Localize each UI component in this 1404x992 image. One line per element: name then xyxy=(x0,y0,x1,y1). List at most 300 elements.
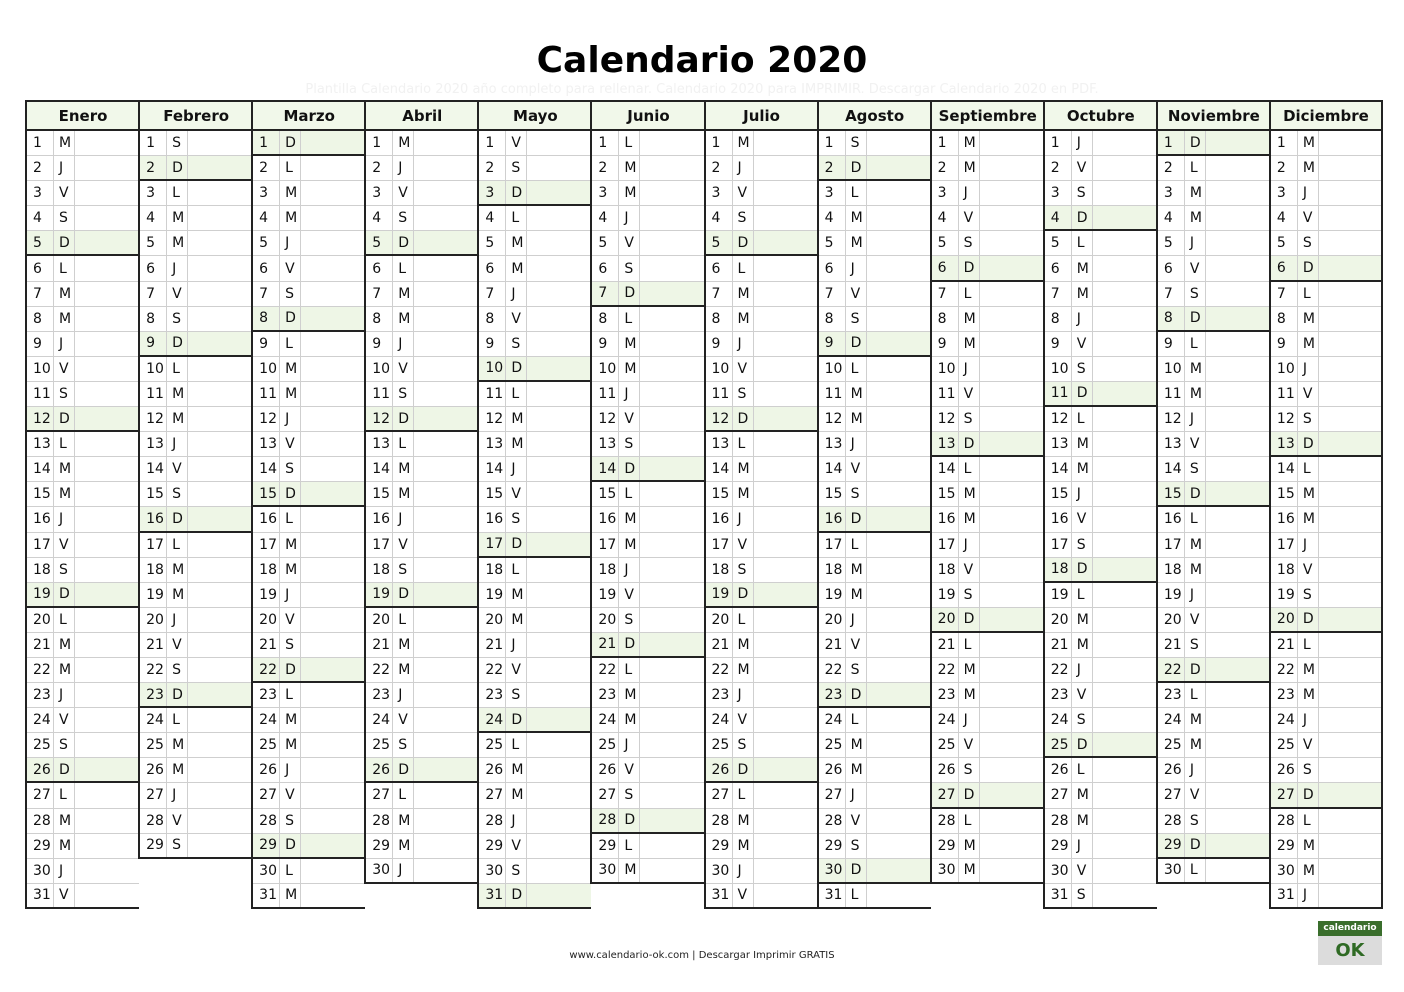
note-cell[interactable] xyxy=(188,282,252,306)
note-cell[interactable] xyxy=(75,884,139,907)
note-cell[interactable] xyxy=(527,482,591,506)
note-cell[interactable] xyxy=(414,533,478,557)
note-cell[interactable] xyxy=(414,181,478,205)
note-cell[interactable] xyxy=(754,708,818,732)
note-cell[interactable] xyxy=(414,583,478,606)
note-cell[interactable] xyxy=(75,859,139,883)
note-cell[interactable] xyxy=(1093,131,1157,155)
note-cell[interactable] xyxy=(1319,482,1381,506)
note-cell[interactable] xyxy=(75,834,139,858)
note-cell[interactable] xyxy=(980,332,1044,356)
note-cell[interactable] xyxy=(188,583,252,607)
note-cell[interactable] xyxy=(1319,884,1381,907)
note-cell[interactable] xyxy=(301,256,365,280)
note-cell[interactable] xyxy=(867,658,931,682)
note-cell[interactable] xyxy=(414,432,478,456)
note-cell[interactable] xyxy=(75,206,139,230)
note-cell[interactable] xyxy=(527,884,591,907)
note-cell[interactable] xyxy=(1093,457,1157,481)
note-cell[interactable] xyxy=(414,633,478,657)
note-cell[interactable] xyxy=(867,558,931,582)
note-cell[interactable] xyxy=(1319,708,1381,732)
note-cell[interactable] xyxy=(527,733,591,757)
note-cell[interactable] xyxy=(1093,256,1157,280)
note-cell[interactable] xyxy=(301,658,365,681)
note-cell[interactable] xyxy=(1206,633,1270,657)
note-cell[interactable] xyxy=(414,256,478,280)
note-cell[interactable] xyxy=(1206,583,1270,607)
note-cell[interactable] xyxy=(640,533,704,557)
note-cell[interactable] xyxy=(301,583,365,607)
note-cell[interactable] xyxy=(527,332,591,356)
note-cell[interactable] xyxy=(527,357,591,380)
note-cell[interactable] xyxy=(867,482,931,506)
note-cell[interactable] xyxy=(1319,357,1381,381)
note-cell[interactable] xyxy=(301,783,365,807)
note-cell[interactable] xyxy=(867,884,931,907)
note-cell[interactable] xyxy=(75,683,139,707)
note-cell[interactable] xyxy=(980,834,1044,858)
note-cell[interactable] xyxy=(867,859,931,882)
note-cell[interactable] xyxy=(754,231,818,254)
note-cell[interactable] xyxy=(1206,457,1270,481)
note-cell[interactable] xyxy=(1093,282,1157,306)
note-cell[interactable] xyxy=(414,683,478,707)
note-cell[interactable] xyxy=(301,131,365,154)
note-cell[interactable] xyxy=(1206,206,1270,230)
note-cell[interactable] xyxy=(527,131,591,155)
note-cell[interactable] xyxy=(301,332,365,356)
note-cell[interactable] xyxy=(188,407,252,431)
note-cell[interactable] xyxy=(754,683,818,707)
note-cell[interactable] xyxy=(414,131,478,155)
note-cell[interactable] xyxy=(980,859,1044,882)
note-cell[interactable] xyxy=(1093,834,1157,858)
note-cell[interactable] xyxy=(527,256,591,280)
note-cell[interactable] xyxy=(980,783,1044,806)
note-cell[interactable] xyxy=(414,783,478,807)
note-cell[interactable] xyxy=(1319,432,1381,455)
note-cell[interactable] xyxy=(527,658,591,682)
note-cell[interactable] xyxy=(1093,558,1157,581)
note-cell[interactable] xyxy=(980,758,1044,782)
note-cell[interactable] xyxy=(1093,156,1157,180)
note-cell[interactable] xyxy=(301,758,365,782)
note-cell[interactable] xyxy=(188,231,252,255)
note-cell[interactable] xyxy=(640,608,704,632)
note-cell[interactable] xyxy=(301,156,365,180)
note-cell[interactable] xyxy=(1206,382,1270,406)
note-cell[interactable] xyxy=(867,181,931,205)
note-cell[interactable] xyxy=(640,583,704,607)
note-cell[interactable] xyxy=(527,181,591,204)
note-cell[interactable] xyxy=(867,758,931,782)
note-cell[interactable] xyxy=(301,457,365,481)
note-cell[interactable] xyxy=(867,407,931,431)
note-cell[interactable] xyxy=(1206,307,1270,330)
note-cell[interactable] xyxy=(1319,332,1381,356)
note-cell[interactable] xyxy=(1093,533,1157,557)
note-cell[interactable] xyxy=(301,357,365,381)
note-cell[interactable] xyxy=(414,708,478,732)
note-cell[interactable] xyxy=(527,783,591,807)
note-cell[interactable] xyxy=(188,809,252,833)
note-cell[interactable] xyxy=(1319,282,1381,306)
note-cell[interactable] xyxy=(1319,809,1381,833)
note-cell[interactable] xyxy=(1093,382,1157,405)
note-cell[interactable] xyxy=(1206,608,1270,632)
note-cell[interactable] xyxy=(867,533,931,557)
note-cell[interactable] xyxy=(754,482,818,506)
note-cell[interactable] xyxy=(188,432,252,456)
note-cell[interactable] xyxy=(188,733,252,757)
note-cell[interactable] xyxy=(754,131,818,155)
note-cell[interactable] xyxy=(867,156,931,179)
note-cell[interactable] xyxy=(754,633,818,657)
note-cell[interactable] xyxy=(867,256,931,280)
note-cell[interactable] xyxy=(1206,432,1270,456)
note-cell[interactable] xyxy=(75,181,139,205)
note-cell[interactable] xyxy=(640,834,704,858)
note-cell[interactable] xyxy=(527,432,591,456)
note-cell[interactable] xyxy=(527,231,591,255)
note-cell[interactable] xyxy=(640,859,704,882)
note-cell[interactable] xyxy=(867,382,931,406)
note-cell[interactable] xyxy=(1093,507,1157,531)
note-cell[interactable] xyxy=(640,683,704,707)
note-cell[interactable] xyxy=(980,457,1044,481)
note-cell[interactable] xyxy=(1319,633,1381,657)
note-cell[interactable] xyxy=(1093,884,1157,907)
note-cell[interactable] xyxy=(754,181,818,205)
note-cell[interactable] xyxy=(527,407,591,431)
note-cell[interactable] xyxy=(1093,206,1157,229)
note-cell[interactable] xyxy=(1319,131,1381,155)
note-cell[interactable] xyxy=(414,307,478,331)
note-cell[interactable] xyxy=(75,633,139,657)
note-cell[interactable] xyxy=(640,407,704,431)
note-cell[interactable] xyxy=(867,733,931,757)
note-cell[interactable] xyxy=(527,457,591,481)
note-cell[interactable] xyxy=(640,783,704,807)
note-cell[interactable] xyxy=(754,407,818,430)
note-cell[interactable] xyxy=(1093,407,1157,431)
note-cell[interactable] xyxy=(75,507,139,531)
note-cell[interactable] xyxy=(1093,583,1157,607)
note-cell[interactable] xyxy=(75,708,139,732)
note-cell[interactable] xyxy=(640,256,704,280)
note-cell[interactable] xyxy=(754,256,818,280)
note-cell[interactable] xyxy=(867,507,931,530)
note-cell[interactable] xyxy=(980,307,1044,331)
note-cell[interactable] xyxy=(1319,783,1381,806)
note-cell[interactable] xyxy=(75,256,139,280)
note-cell[interactable] xyxy=(980,683,1044,707)
note-cell[interactable] xyxy=(640,231,704,255)
note-cell[interactable] xyxy=(640,809,704,832)
note-cell[interactable] xyxy=(75,131,139,155)
note-cell[interactable] xyxy=(75,533,139,557)
note-cell[interactable] xyxy=(980,507,1044,531)
note-cell[interactable] xyxy=(867,282,931,306)
note-cell[interactable] xyxy=(414,507,478,531)
note-cell[interactable] xyxy=(1093,231,1157,255)
note-cell[interactable] xyxy=(980,206,1044,230)
note-cell[interactable] xyxy=(1319,558,1381,582)
note-cell[interactable] xyxy=(754,809,818,833)
note-cell[interactable] xyxy=(527,834,591,858)
note-cell[interactable] xyxy=(867,583,931,607)
note-cell[interactable] xyxy=(188,131,252,155)
note-cell[interactable] xyxy=(867,683,931,706)
note-cell[interactable] xyxy=(867,633,931,657)
note-cell[interactable] xyxy=(414,382,478,406)
note-cell[interactable] xyxy=(754,533,818,557)
note-cell[interactable] xyxy=(867,708,931,732)
note-cell[interactable] xyxy=(980,482,1044,506)
note-cell[interactable] xyxy=(527,608,591,632)
note-cell[interactable] xyxy=(301,633,365,657)
note-cell[interactable] xyxy=(867,131,931,155)
note-cell[interactable] xyxy=(188,332,252,355)
note-cell[interactable] xyxy=(1319,859,1381,883)
note-cell[interactable] xyxy=(754,307,818,331)
note-cell[interactable] xyxy=(754,357,818,381)
note-cell[interactable] xyxy=(980,382,1044,406)
note-cell[interactable] xyxy=(527,558,591,582)
note-cell[interactable] xyxy=(1093,733,1157,756)
note-cell[interactable] xyxy=(527,307,591,331)
note-cell[interactable] xyxy=(301,181,365,205)
note-cell[interactable] xyxy=(75,809,139,833)
note-cell[interactable] xyxy=(640,156,704,180)
note-cell[interactable] xyxy=(980,533,1044,557)
note-cell[interactable] xyxy=(188,256,252,280)
note-cell[interactable] xyxy=(640,633,704,656)
note-cell[interactable] xyxy=(414,834,478,858)
note-cell[interactable] xyxy=(980,633,1044,657)
note-cell[interactable] xyxy=(1319,181,1381,205)
note-cell[interactable] xyxy=(980,131,1044,155)
note-cell[interactable] xyxy=(188,758,252,782)
note-cell[interactable] xyxy=(1319,457,1381,481)
note-cell[interactable] xyxy=(1206,256,1270,280)
note-cell[interactable] xyxy=(640,332,704,356)
note-cell[interactable] xyxy=(414,457,478,481)
note-cell[interactable] xyxy=(980,256,1044,279)
note-cell[interactable] xyxy=(1206,231,1270,255)
note-cell[interactable] xyxy=(414,558,478,582)
note-cell[interactable] xyxy=(75,583,139,606)
note-cell[interactable] xyxy=(527,583,591,607)
note-cell[interactable] xyxy=(75,432,139,456)
note-cell[interactable] xyxy=(754,733,818,757)
note-cell[interactable] xyxy=(414,206,478,230)
note-cell[interactable] xyxy=(75,783,139,807)
note-cell[interactable] xyxy=(754,206,818,230)
note-cell[interactable] xyxy=(754,608,818,632)
note-cell[interactable] xyxy=(1206,558,1270,582)
note-cell[interactable] xyxy=(75,558,139,582)
note-cell[interactable] xyxy=(1206,357,1270,381)
note-cell[interactable] xyxy=(1206,482,1270,505)
note-cell[interactable] xyxy=(980,583,1044,607)
note-cell[interactable] xyxy=(414,282,478,306)
note-cell[interactable] xyxy=(1206,809,1270,833)
note-cell[interactable] xyxy=(980,708,1044,732)
calendario-ok-logo[interactable] xyxy=(1318,921,1382,965)
note-cell[interactable] xyxy=(1093,859,1157,883)
note-cell[interactable] xyxy=(75,482,139,506)
note-cell[interactable] xyxy=(75,282,139,306)
note-cell[interactable] xyxy=(188,482,252,506)
note-cell[interactable] xyxy=(640,282,704,305)
note-cell[interactable] xyxy=(188,181,252,205)
note-cell[interactable] xyxy=(1319,382,1381,406)
note-cell[interactable] xyxy=(640,206,704,230)
note-cell[interactable] xyxy=(1093,809,1157,833)
note-cell[interactable] xyxy=(1093,758,1157,782)
note-cell[interactable] xyxy=(301,608,365,632)
note-cell[interactable] xyxy=(980,407,1044,431)
note-cell[interactable] xyxy=(754,758,818,781)
note-cell[interactable] xyxy=(75,231,139,254)
note-cell[interactable] xyxy=(640,131,704,155)
note-cell[interactable] xyxy=(301,708,365,732)
note-cell[interactable] xyxy=(188,783,252,807)
note-cell[interactable] xyxy=(1206,156,1270,180)
note-cell[interactable] xyxy=(301,859,365,883)
note-cell[interactable] xyxy=(1093,683,1157,707)
note-cell[interactable] xyxy=(301,231,365,255)
note-cell[interactable] xyxy=(640,733,704,757)
note-cell[interactable] xyxy=(867,608,931,632)
note-cell[interactable] xyxy=(980,432,1044,455)
note-cell[interactable] xyxy=(188,608,252,632)
note-cell[interactable] xyxy=(414,156,478,180)
note-cell[interactable] xyxy=(640,357,704,381)
note-cell[interactable] xyxy=(1206,708,1270,732)
note-cell[interactable] xyxy=(527,633,591,657)
note-cell[interactable] xyxy=(527,708,591,731)
note-cell[interactable] xyxy=(527,758,591,782)
note-cell[interactable] xyxy=(980,156,1044,180)
note-cell[interactable] xyxy=(980,809,1044,833)
note-cell[interactable] xyxy=(1319,206,1381,230)
note-cell[interactable] xyxy=(75,382,139,406)
note-cell[interactable] xyxy=(1206,683,1270,707)
note-cell[interactable] xyxy=(1206,758,1270,782)
note-cell[interactable] xyxy=(301,407,365,431)
note-cell[interactable] xyxy=(527,533,591,556)
note-cell[interactable] xyxy=(1093,181,1157,205)
note-cell[interactable] xyxy=(640,507,704,531)
note-cell[interactable] xyxy=(75,156,139,180)
note-cell[interactable] xyxy=(640,457,704,480)
note-cell[interactable] xyxy=(754,282,818,306)
note-cell[interactable] xyxy=(301,733,365,757)
note-cell[interactable] xyxy=(1319,533,1381,557)
note-cell[interactable] xyxy=(754,507,818,531)
note-cell[interactable] xyxy=(527,382,591,406)
note-cell[interactable] xyxy=(75,658,139,682)
note-cell[interactable] xyxy=(1093,482,1157,506)
note-cell[interactable] xyxy=(1319,834,1381,858)
note-cell[interactable] xyxy=(867,457,931,481)
note-cell[interactable] xyxy=(640,382,704,406)
note-cell[interactable] xyxy=(414,859,478,882)
note-cell[interactable] xyxy=(414,357,478,381)
note-cell[interactable] xyxy=(527,859,591,883)
note-cell[interactable] xyxy=(414,231,478,254)
note-cell[interactable] xyxy=(754,457,818,481)
note-cell[interactable] xyxy=(1206,859,1270,882)
note-cell[interactable] xyxy=(75,307,139,331)
note-cell[interactable] xyxy=(640,658,704,682)
note-cell[interactable] xyxy=(1206,282,1270,306)
note-cell[interactable] xyxy=(867,357,931,381)
note-cell[interactable] xyxy=(75,332,139,356)
note-cell[interactable] xyxy=(414,407,478,430)
note-cell[interactable] xyxy=(867,834,931,858)
note-cell[interactable] xyxy=(754,783,818,807)
note-cell[interactable] xyxy=(1093,708,1157,732)
note-cell[interactable] xyxy=(188,382,252,406)
note-cell[interactable] xyxy=(754,558,818,582)
note-cell[interactable] xyxy=(867,231,931,255)
note-cell[interactable] xyxy=(640,708,704,732)
note-cell[interactable] xyxy=(867,332,931,355)
note-cell[interactable] xyxy=(640,307,704,331)
note-cell[interactable] xyxy=(188,683,252,706)
note-cell[interactable] xyxy=(1319,758,1381,782)
note-cell[interactable] xyxy=(867,307,931,331)
note-cell[interactable] xyxy=(1319,608,1381,631)
note-cell[interactable] xyxy=(1206,131,1270,154)
note-cell[interactable] xyxy=(980,282,1044,306)
note-cell[interactable] xyxy=(980,231,1044,255)
note-cell[interactable] xyxy=(1093,783,1157,807)
note-cell[interactable] xyxy=(754,658,818,682)
note-cell[interactable] xyxy=(527,206,591,230)
note-cell[interactable] xyxy=(640,432,704,456)
note-cell[interactable] xyxy=(188,558,252,582)
note-cell[interactable] xyxy=(1319,683,1381,707)
note-cell[interactable] xyxy=(301,432,365,456)
note-cell[interactable] xyxy=(75,608,139,632)
note-cell[interactable] xyxy=(414,608,478,632)
note-cell[interactable] xyxy=(188,708,252,732)
note-cell[interactable] xyxy=(301,282,365,306)
note-cell[interactable] xyxy=(301,307,365,330)
note-cell[interactable] xyxy=(867,206,931,230)
note-cell[interactable] xyxy=(188,357,252,381)
note-cell[interactable] xyxy=(980,558,1044,582)
note-cell[interactable] xyxy=(75,733,139,757)
note-cell[interactable] xyxy=(980,357,1044,381)
note-cell[interactable] xyxy=(188,507,252,530)
note-cell[interactable] xyxy=(1206,181,1270,205)
note-cell[interactable] xyxy=(1319,583,1381,607)
note-cell[interactable] xyxy=(980,733,1044,757)
note-cell[interactable] xyxy=(1206,783,1270,807)
note-cell[interactable] xyxy=(1319,156,1381,180)
note-cell[interactable] xyxy=(1206,533,1270,557)
note-cell[interactable] xyxy=(527,507,591,531)
note-cell[interactable] xyxy=(188,206,252,230)
note-cell[interactable] xyxy=(414,482,478,506)
note-cell[interactable] xyxy=(188,457,252,481)
